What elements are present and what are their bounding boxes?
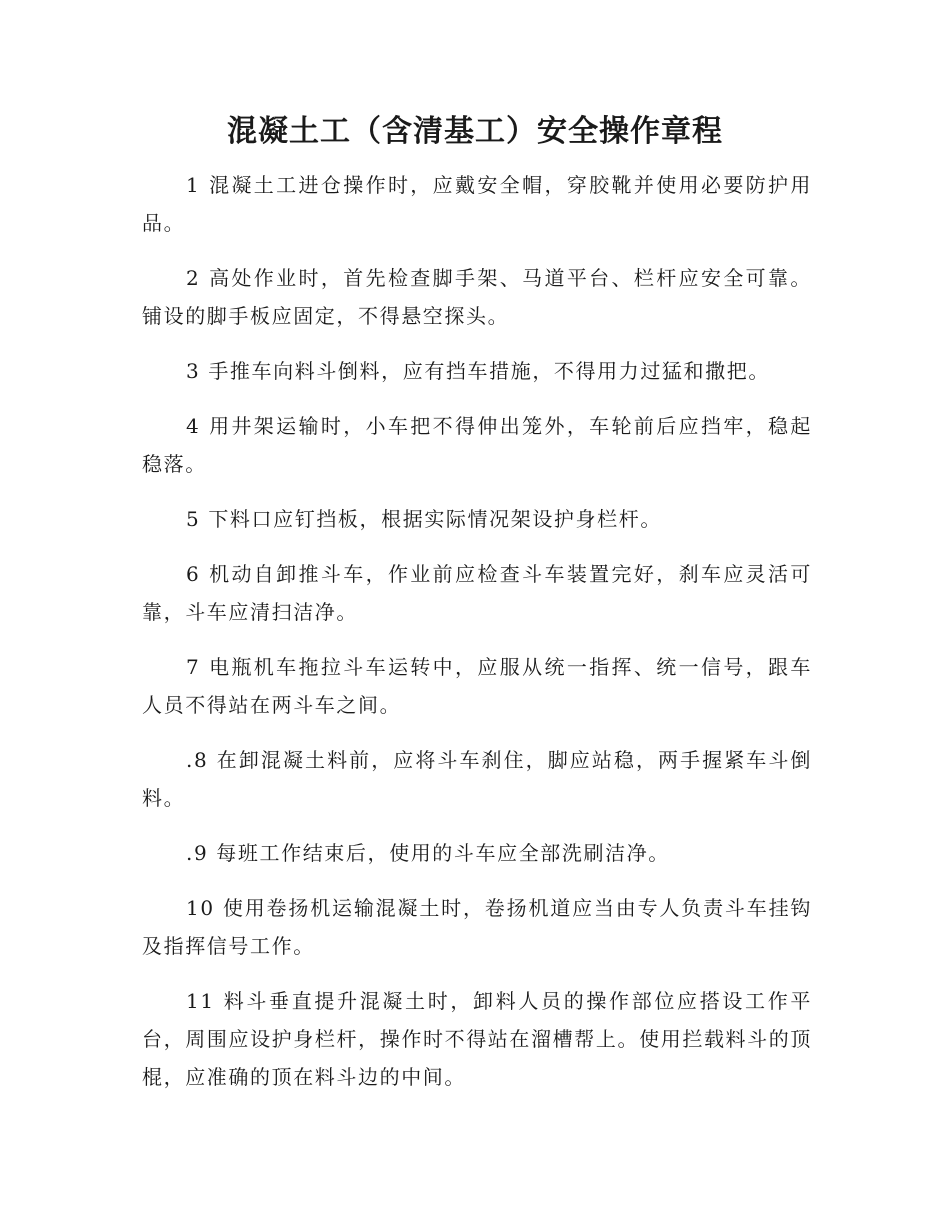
clause-number: 11 — [186, 989, 215, 1013]
clause-text: 在卸混凝土料前，应将斗车刹住，脚应站稳，两手握紧车斗倒料。 — [142, 748, 812, 810]
clause-text: 使用卷扬机运输混凝土时，卷扬机道应当由专人负责斗车挂钩及指挥信号工作。 — [142, 896, 812, 958]
document-body — [142, 166, 812, 1113]
clause-text: 料斗垂直提升混凝土时，卸料人员的操作部位应搭设工作平台，周围应设护身栏杆，操作时不得站在溜槽帮上。使用拦载料斗的顶棍，应准确的顶在料斗边的中间。 — [142, 989, 812, 1089]
clause-number: 6 — [186, 562, 201, 586]
clause-text: 下料口应钉挡板，根据实际情况架设护身栏杆。 — [208, 507, 662, 531]
clause-number: 7 — [186, 655, 201, 679]
clause-text: 用井架运输时，小车把不得伸出笼外，车轮前后应挡牢，稳起稳落。 — [142, 414, 812, 476]
clause-paragraph — [142, 166, 812, 242]
clause-text: 每班工作结束后，使用的斗车应全部洗刷洁净。 — [216, 841, 670, 865]
clause-paragraph — [142, 352, 812, 390]
clause-paragraph — [142, 259, 812, 335]
clause-number: 1 — [186, 173, 201, 197]
clause-paragraph — [142, 555, 812, 631]
clause-number: .9 — [186, 841, 209, 865]
clause-paragraph — [142, 648, 812, 724]
clause-paragraph — [142, 834, 812, 872]
clause-text: 混凝土工进仓操作时，应戴安全帽，穿胶靴并使用必要防护用品。 — [142, 173, 812, 235]
clause-number: 5 — [186, 507, 201, 531]
clause-text: 手推车向料斗倒料，应有挡车措施，不得用力过猛和撒把。 — [208, 359, 770, 383]
document-title: 混凝土工（含清基工）安全操作章程 — [227, 114, 723, 149]
clause-paragraph — [142, 407, 812, 483]
clause-paragraph — [142, 889, 812, 965]
clause-number: 3 — [186, 359, 201, 383]
clause-number: .8 — [186, 748, 209, 772]
clause-number: 4 — [186, 414, 201, 438]
clause-paragraph — [142, 741, 812, 817]
clause-text: 电瓶机车拖拉斗车运转中，应服从统一指挥、统一信号，跟车人员不得站在两斗车之间。 — [142, 655, 812, 717]
clause-text: 高处作业时，首先检查脚手架、马道平台、栏杆应安全可靠。铺设的脚手板应固定，不得悬空探头。 — [142, 266, 812, 328]
clause-text: 机动自卸推斗车，作业前应检查斗车装置完好，刹车应灵活可靠，斗车应清扫洁净。 — [142, 562, 812, 624]
clause-paragraph — [142, 982, 812, 1096]
clause-paragraph — [142, 500, 812, 538]
clause-number: 2 — [186, 266, 201, 290]
clause-number: 10 — [186, 896, 215, 920]
